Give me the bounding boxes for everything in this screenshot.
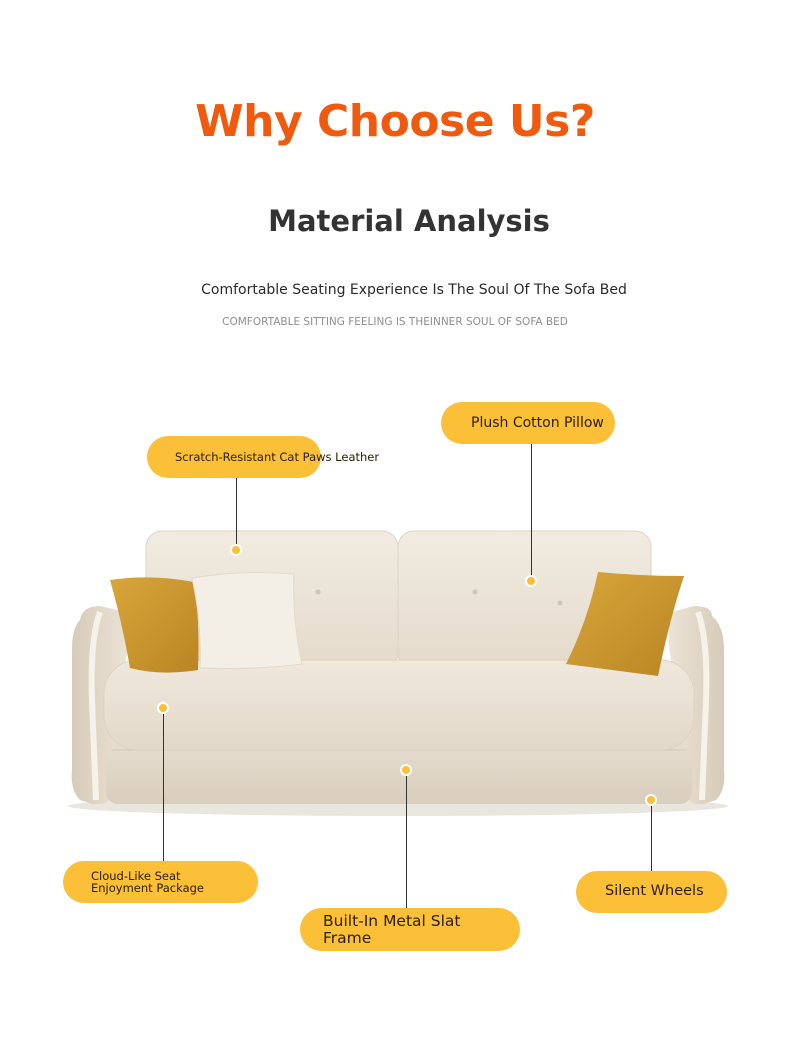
page-title: Why Choose Us? <box>195 96 595 147</box>
callout-leather <box>147 436 380 478</box>
callout-seat-label-line2: Enjoyment Package <box>91 881 204 895</box>
tagline: Comfortable Seating Experience Is The Soul Of The Sofa Bed <box>201 282 627 298</box>
connector-line-pillow <box>531 444 532 580</box>
connector-line-wheels <box>651 800 652 872</box>
marker-dot-frame <box>400 764 412 776</box>
callout-frame-label-line2: Frame <box>323 928 372 947</box>
marker-dot-seat <box>157 702 169 714</box>
callout-frame-label-line1: Built-In Metal Slat <box>323 912 461 931</box>
marker-dot-pillow <box>525 575 537 587</box>
callout-pillow-label: Plush Cotton Pillow <box>471 414 604 431</box>
section-title: Material Analysis <box>268 204 550 238</box>
callout-frame <box>300 908 520 951</box>
tagline-english: COMFORTABLE SITTING FEELING IS THEINNER SOUL OF SOFA BED <box>222 316 568 328</box>
callout-leather-label: Scratch-Resistant Cat Paws Leather <box>175 449 380 464</box>
callout-wheels <box>576 871 727 913</box>
marker-dot-leather <box>230 544 242 556</box>
callout-seat-label-line1: Cloud-Like Seat <box>91 868 181 883</box>
callout-pillow <box>441 402 615 444</box>
connector-line-frame <box>406 770 407 908</box>
marker-dot-wheels <box>645 794 657 806</box>
callout-seat <box>63 861 258 903</box>
connector-line-seat <box>163 708 164 864</box>
connector-line-leather <box>236 478 237 550</box>
callout-wheels-label: Silent Wheels <box>605 883 704 900</box>
